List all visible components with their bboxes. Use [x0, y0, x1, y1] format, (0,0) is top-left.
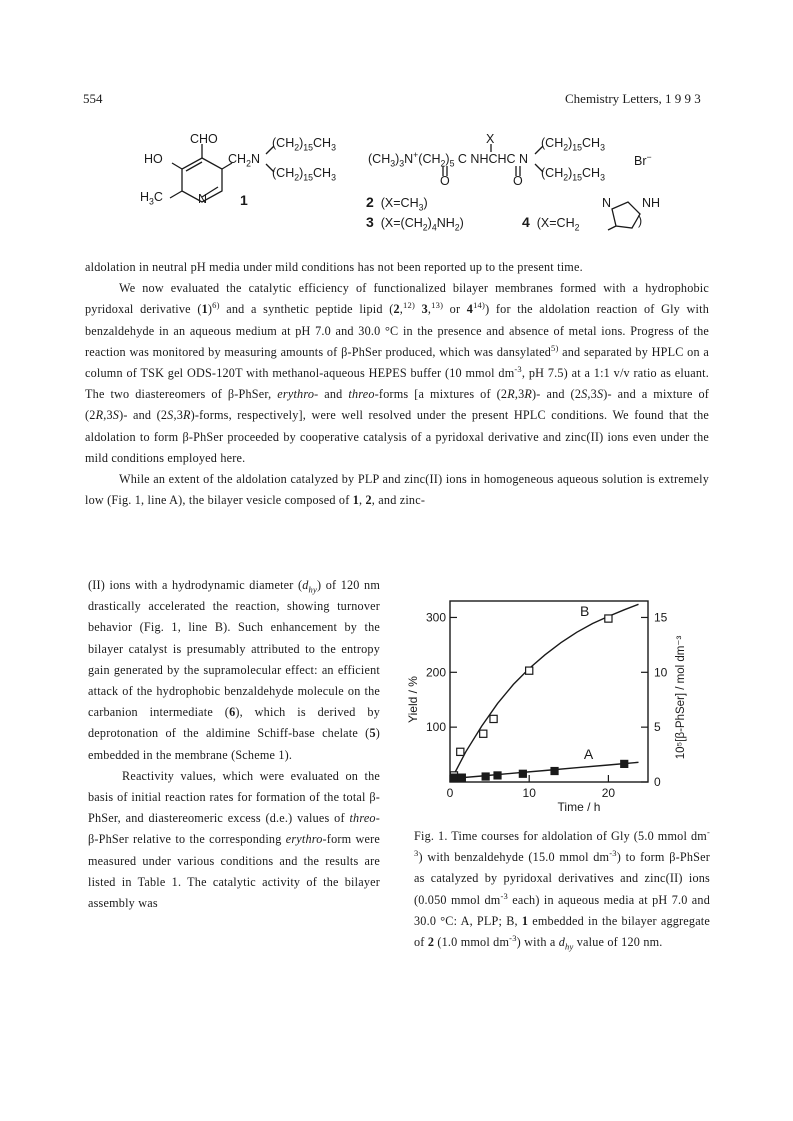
ref-sup: 5) [551, 342, 559, 353]
p1-seg: or [443, 302, 467, 317]
p1-seg: 4 [466, 302, 474, 317]
paragraph-evaluation [85, 278, 709, 469]
p2c-seg: 5 [369, 726, 376, 741]
p1-seg: ) for the aldolation reaction of Gly with benzaldehyde in an aqueous medium at pH 7.0 and 30.0 °C in the presence and absence of metal ions. Progress of the reaction was monitored by measuring amounts of β-PhSer produced, which was dansylated [85, 302, 710, 359]
alkyl-bottom-text: (CH [272, 166, 295, 180]
cap-seg: d [558, 935, 566, 950]
exp-sup: -3 [514, 363, 522, 374]
p1-seg: )- and a mixture of (2 [85, 387, 710, 423]
ref-sup: 13) [431, 300, 444, 311]
cap-seg: embedded in the bilayer aggregate of [414, 913, 710, 950]
paragraph-continuation: aldolation in neutral pH media under mild conditions has not been reported up to the present time. [85, 260, 583, 274]
y-right-tick-label: 15 [654, 610, 668, 625]
p2c-seg: ) embedded in the membrane (Scheme 1). [88, 726, 380, 762]
cap-seg: each) in aqueous media at pH 7.0 and 30.0 °C: A, PLP; B, [414, 892, 711, 928]
p2-seg: , [359, 493, 366, 508]
carbonyl-o-1: O [440, 174, 450, 188]
figure-1-chart [400, 585, 720, 825]
p2c-seg: ) of 120 nm drastically accelerated the reaction, showing turnover behavior (Fig. 1, line B). Such enhancement by the bilayer catalyst is presumably attributed to the entropy gain generated by the supramolecular effect: an efficient attack of the hydrophobic benzaldehyde molecule on the carbanion intermediate ( [88, 578, 381, 720]
body-text-full-width [85, 257, 709, 511]
series-B-point [605, 615, 612, 622]
series-B-label: B [579, 602, 590, 619]
series-A-point [450, 774, 457, 781]
cap-seg: -3 [609, 848, 617, 859]
ch2-text: CH [228, 152, 247, 166]
cap-seg: 1 [521, 913, 529, 928]
p3-seg: -form were measured under various conditions and the results are listed in Table 1. The catalytic activity of the bilayer assembly was [88, 832, 380, 911]
p2c-seg: hy [308, 584, 317, 595]
x-tick-label: 10 [522, 786, 536, 800]
p3-seg: Reactivity values, which were evaluated on the basis of initial reaction rates for formation of the total β-PhSer, and diastereomeric excess (d.e.) values of [88, 768, 380, 826]
p2c-seg: (II) ions with a hydrodynamic diameter ( [88, 578, 303, 592]
cap-seg: -3 [414, 826, 710, 859]
compound-4-label: 4 [522, 214, 530, 230]
peptide-main-chain: $(CH_3)_3N^+(CH_2)_5$ C NHCHC N [368, 149, 529, 169]
p1-seg: S [167, 408, 174, 423]
cap-seg: 2 [427, 935, 435, 950]
series-A-curve [450, 762, 639, 778]
p1-seg: threo [348, 387, 375, 402]
peptide-alkyl-top-text: (CH [541, 136, 564, 150]
p1-seg: S [112, 408, 120, 423]
imidazole-close-paren: ) [638, 214, 643, 228]
cap-seg: -3 [500, 890, 508, 901]
bromide-label: Br− [634, 151, 652, 168]
br-text: Br [634, 154, 647, 168]
peptide-alkyl-top: $(CH_2)_{15}CH_3$ [541, 136, 605, 153]
compound-2-label: 2 [366, 194, 374, 210]
series-B-point [457, 748, 464, 755]
imidazole-n: N [602, 196, 612, 210]
ref-sup: 14) [473, 300, 486, 311]
series-B-curve [450, 604, 639, 782]
p1-seg: ,3 [587, 387, 597, 402]
p2c-seg: 6 [229, 705, 236, 720]
p3-seg: erythro [285, 832, 323, 847]
p3-seg: threo [349, 811, 376, 826]
p2-seg: 2 [365, 493, 372, 508]
x-tick-label: 20 [601, 786, 616, 800]
p1-seg: and a synthetic peptide lipid ( [219, 302, 394, 317]
cap-seg: hy [565, 941, 574, 952]
p1-seg: S [596, 387, 604, 402]
p1-seg: )-forms, respectively], were well resolved under the present HPLC conditions. We found that the aldolation to form β-PhSer proceeded by cooperative catalysis of a pyridoxal derivative and zinc(II) ions even under the mild conditions employed here. [85, 408, 710, 465]
compound-4-def: ($X=CH_2$ [536, 216, 580, 233]
x-substituent: X [486, 132, 495, 146]
y-left-tick-label: 300 [425, 610, 446, 625]
p1-seg: R [95, 408, 104, 423]
p1-seg: We now evaluated the catalytic efficiency of functionalized bilayer membranes formed with a hydrophobic pyridoxal derivative ( [85, 281, 709, 317]
x-tick-label: 0 [446, 786, 454, 800]
cap-seg: ) to form β-PhSer as catalyzed by pyridoxal derivatives and zinc(II) ions (0.050 mmol dm [414, 850, 710, 907]
plot-frame [450, 601, 648, 782]
series-A-point [494, 772, 501, 779]
series-A-point [458, 774, 465, 781]
y-left-axis-label: Yield / % [406, 676, 420, 723]
compound-3-def: $(X=(CH_2)_4NH_2)$ [380, 216, 464, 233]
alkyl-chain-top: $(CH_2)_{15}CH_3$ [272, 136, 336, 153]
p1-seg: - and [314, 387, 349, 402]
alkyl-chain-bottom: $(CH_2)_{15}CH_3$ [272, 166, 336, 183]
h3c-label: $H_3C$ [140, 190, 163, 207]
compound-1-label: 1 [240, 192, 248, 208]
compound-3-label: 3 [366, 214, 374, 230]
p1-seg: erythro [277, 387, 315, 402]
p2c-seg: d [302, 578, 309, 592]
p1-seg: ) [207, 302, 213, 317]
p1-seg: and separated by HPLC on a column of TSK gel ODS-120T with methanol-aqueous HEPES buffer (10 mmol dm [85, 344, 710, 381]
main-chain-text: (CH [418, 152, 441, 166]
p1-seg: R [507, 387, 515, 402]
compound-2-def: $(X=CH_3)$ [380, 196, 428, 213]
ref-sup: 12) [403, 300, 416, 311]
peptide-alkyl-bottom-text: (CH [541, 166, 564, 180]
series-B-point [490, 715, 497, 722]
series-B-point [526, 667, 533, 674]
y-right-tick-label: 0 [654, 775, 661, 789]
y-right-tick-label: 5 [654, 720, 661, 735]
y-left-tick-label: 200 [425, 665, 446, 680]
series-A-point [482, 773, 489, 780]
p2-seg: , and zinc- [371, 493, 426, 508]
series-A-label: A [583, 745, 594, 762]
paragraph-reactivity [88, 766, 380, 914]
ref-sup: 6) [212, 300, 220, 311]
carbonyl-o-2: O [513, 174, 523, 188]
ring-nitrogen: N [198, 192, 208, 206]
x-axis-label: Time / h [557, 800, 601, 814]
p1-seg: S [581, 387, 588, 402]
imidazole-nh: NH [642, 196, 661, 210]
p1-seg: ,3 [514, 387, 525, 402]
peptide-alkyl-bottom: $(CH_2)_{15}CH_3$ [541, 166, 605, 183]
ch2n-label: $CH_2N$ [228, 152, 260, 169]
caption-label: Fig. 1. [414, 829, 448, 843]
p2c-seg: ), which is derived by deprotonation of the aldimine Schiff-base chelate ( [88, 705, 380, 741]
cap-seg: ) with a [516, 935, 559, 950]
h3c-text: H [140, 190, 150, 204]
cho-label: CHO [190, 132, 218, 146]
ho-label: HO [144, 152, 163, 166]
series-A-point [519, 770, 526, 777]
p2-seg: While an extent of the aldolation catalyzed by PLP and zinc(II) ions in homogeneous aqueous solution is extremely low (Fig. 1, line A), the bilayer vesicle composed of [85, 472, 709, 508]
p1-seg: , [427, 302, 432, 317]
y-right-axis-label: 10⁵[β-PhSer] / mol dm⁻³ [675, 635, 687, 760]
cap-seg: (1.0 mmol dm [434, 935, 510, 950]
p1-seg: )- and (2 [119, 408, 168, 423]
c2-def-text: (X=CH [380, 196, 419, 210]
series-A-point [551, 767, 558, 774]
series-A-point [621, 760, 628, 767]
c4-def-text: (X=CH [536, 216, 575, 230]
p1-seg: )- and (2 [532, 387, 582, 402]
p1-seg: ,3 [103, 408, 113, 423]
y-left-tick-label: 100 [425, 720, 446, 735]
p1-seg: , [399, 302, 404, 317]
figure-1-caption [414, 826, 710, 953]
p2-seg: 1 [352, 493, 359, 508]
page-number: 554 [83, 91, 103, 106]
paragraph-bilayer [88, 575, 380, 766]
series-B-point [480, 730, 487, 737]
body-text-left-column [88, 575, 380, 914]
cap-seg: value of 120 nm. [573, 935, 663, 950]
cap-seg: -3 [509, 932, 517, 943]
y-right-tick-label: 10 [654, 665, 668, 680]
p1-seg: 3 [421, 302, 428, 317]
p1-seg: 1 [201, 302, 208, 317]
p1-seg: 2 [393, 302, 400, 317]
alkyl-top-text: (CH [272, 136, 295, 150]
p1-seg: -forms [a mixtures of (2 [374, 387, 508, 402]
journal-running-head: Chemistry Letters, 1 9 9 3 [565, 91, 701, 106]
p1-seg: R [524, 387, 533, 402]
p3-seg: -β-PhSer relative to the corresponding [88, 811, 380, 847]
p1-seg: , pH 7.5) at a 1:1 v/v ratio as eluant. The two diastereomers of β-PhSer, [85, 366, 709, 402]
cap-seg: Time courses for aldolation of Gly (5.0 mmol dm [447, 829, 707, 843]
chemical-structures [140, 130, 700, 265]
cap-seg: ) with benzaldehyde (15.0 mmol dm [418, 850, 610, 865]
c3-def-text: (X=(CH [380, 216, 423, 230]
p1-seg: ,3 [173, 408, 183, 423]
paragraph-catalysis [85, 469, 709, 511]
p1-seg: R [183, 408, 191, 423]
